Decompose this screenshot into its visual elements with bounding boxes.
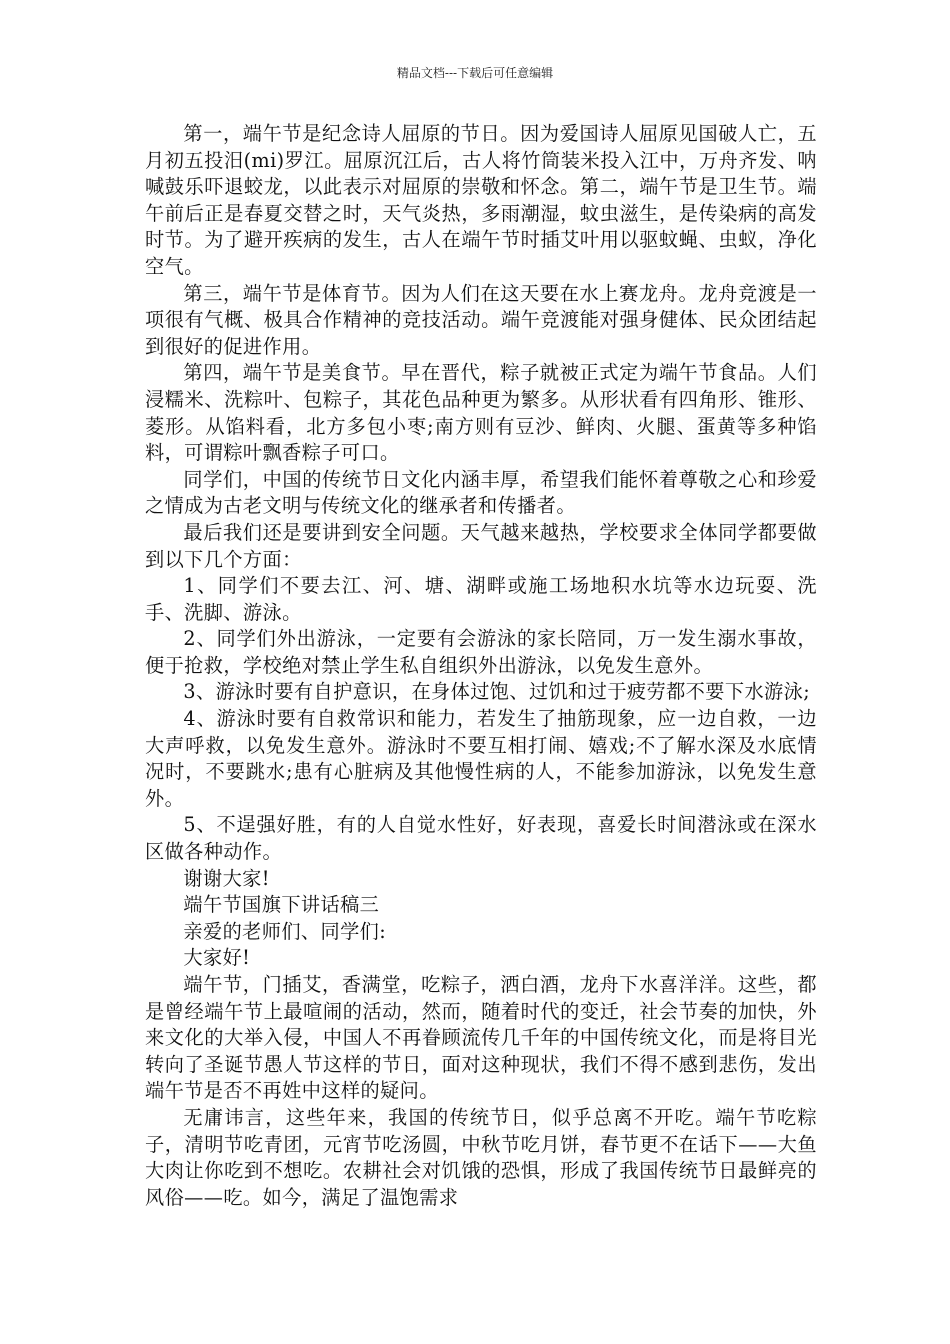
paragraph-safety-rule-2: 2、同学们外出游泳，一定要有会游泳的家长陪同，万一发生溺水事故，便于抢救，学校绝对禁止学生私自组织外出游泳，以免发生意外。 bbox=[145, 627, 817, 677]
paragraph-safety-intro: 最后我们还是要讲到安全问题。天气越来越热，学校要求全体同学都要做到以下几个方面： bbox=[145, 520, 817, 571]
paragraph-customs: 端午节，门插艾，香满堂，吃粽子，洒白酒，龙舟下水喜洋洋。这些，都是曾经端午节上最喧闹的活动，然而，随着时代的变迁，社会节奏的加快，外来文化的大举入侵，中国人不再眷顾流传几千年的中国传统文化，而是将目光转向了圣诞节愚人节这样的节日，面对这种现状，我们不得不感到悲伤，发出端午节是否不再姓中这样的疑问。 bbox=[145, 973, 817, 1103]
paragraph-safety-rule-5: 5、不逞强好胜，有的人自觉水性好，好表现，喜爱长时间潜泳或在深水区做各种动作。 bbox=[145, 813, 817, 864]
paragraph-sports-festival: 第三，端午节是体育节。因为人们在这天要在水上赛龙舟。龙舟竞渡是一项很有气概、极具合作精神的竞技活动。端午竞渡能对强身健体、民众团结起到很好的促进作用。 bbox=[145, 281, 817, 358]
document-body bbox=[145, 121, 817, 1211]
paragraph-salutation: 亲爱的老师们、同学们: bbox=[183, 919, 387, 943]
paragraph-safety-rule-4: 4、游泳时要有自救常识和能力，若发生了抽筋现象，应一边自救，一边大声呼救，以免发生意外。游泳时不要互相打闹、嬉戏;不了解水深及水底情况时，不要跳水;患有心脏病及其他慢性病的人，不能参加游泳，以免发生意外。 bbox=[145, 707, 817, 810]
paragraph-food-festival: 第四，端午节是美食节。早在晋代，粽子就被正式定为端午节食品。人们浸糯米、洗粽叶、包粽子，其花色品种更为繁多。从形状看有四角形、锥形、菱形。从馅料看，北方多包小枣;南方则有豆沙、鲜肉、火腿、蛋黄等多种馅料，可谓粽叶飘香粽子可口。 bbox=[145, 361, 817, 465]
page-header: 精品文档---下载后可任意编辑 bbox=[396, 66, 554, 80]
paragraph-festival-origins: 第一，端午节是纪念诗人屈原的节日。因为爱国诗人屈原见国破人亡，五月初五投汨(mi)罗江。屈原沉江后，古人将竹筒装米投入江中，万舟齐发、呐喊鼓乐吓退蛟龙，以此表示对屈原的崇敬和怀念。第二，端午节是卫生节。端午前后正是春夏交替之时，天气炎热，多雨潮湿，蚊虫滋生，是传染病的高发时节。为了避开疾病的发生，古人在端午节时插艾叶用以驱蚊蝇、虫蚁，净化空气。 bbox=[145, 122, 817, 278]
paragraph-thanks: 谢谢大家! bbox=[183, 866, 270, 890]
paragraph-cultural-heritage: 同学们，中国的传统节日文化内涵丰厚，希望我们能怀着尊敬之心和珍爱之情成为古老文明与传统文化的继承者和传播者。 bbox=[145, 467, 817, 518]
paragraph-eating-tradition: 无庸讳言，这些年来，我国的传统节日，似乎总离不开吃。端午节吃粽子，清明节吃青团，元宵节吃汤圆，中秋节吃月饼，春节更不在话下——大鱼大肉让你吃到不想吃。农耕社会对饥饿的恐惧，形成了我国传统节日最鲜亮的风俗——吃。如今，满足了温饱需求 bbox=[145, 1105, 817, 1209]
paragraph-safety-rule-3: 3、游泳时要有自护意识，在身体过饱、过饥和过于疲劳都不要下水游泳; bbox=[183, 680, 811, 704]
paragraph-safety-rule-1: 1、同学们不要去江、河、塘、湖畔或施工场地积水坑等水边玩耍、洗手、洗脚、游泳。 bbox=[145, 574, 817, 624]
paragraph-greeting: 大家好! bbox=[183, 946, 251, 970]
section-title: 端午节国旗下讲话稿三 bbox=[183, 893, 380, 917]
